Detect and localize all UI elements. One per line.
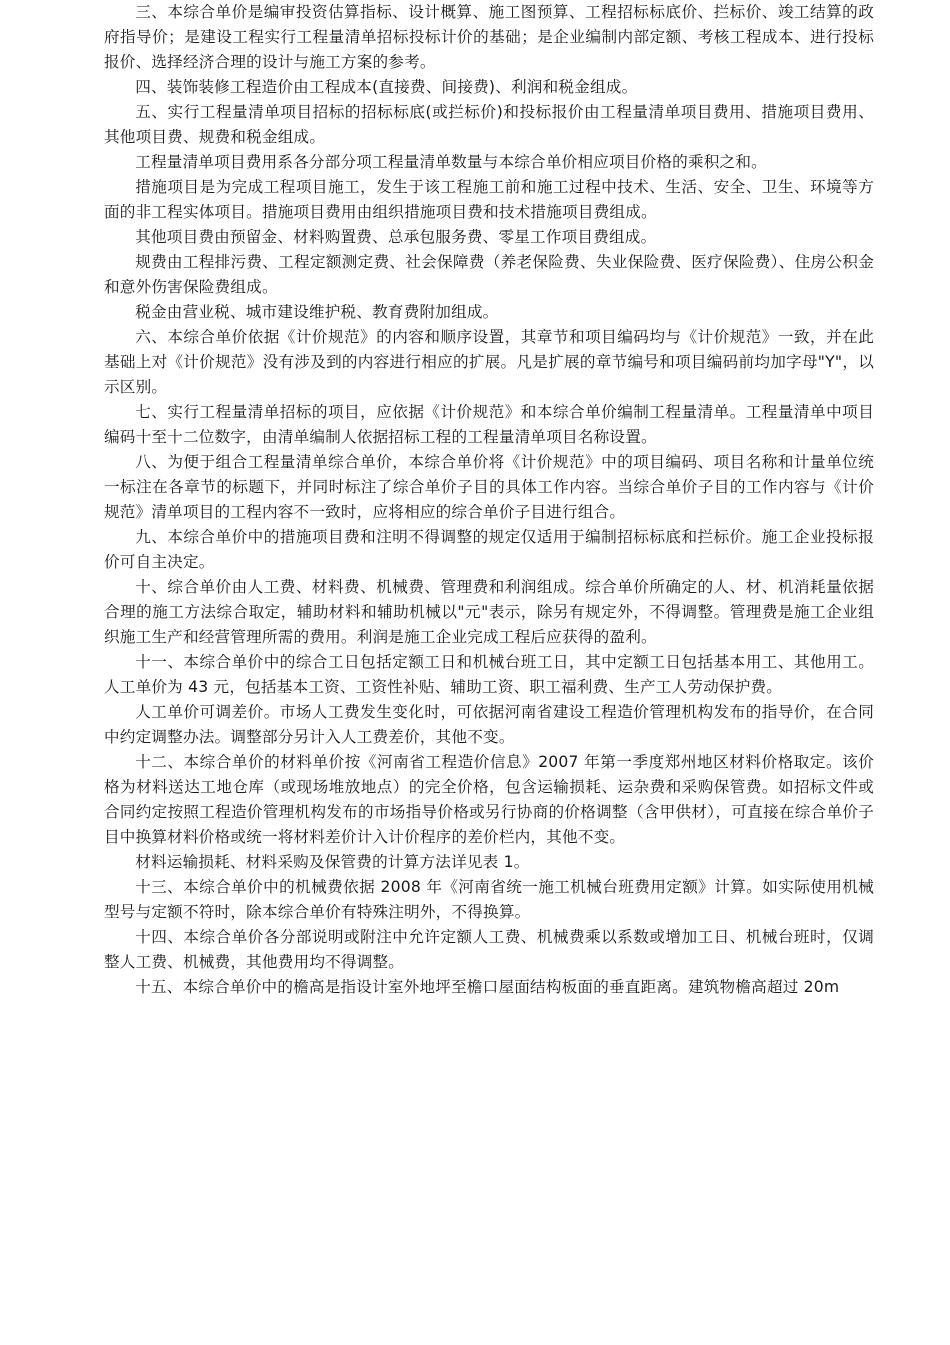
paragraph-14: 十四、本综合单价各分部说明或附注中允许定额人工费、机械费乘以系数或增加工日、机械台班时，仅调整人工费、机械费，其他费用均不得调整。	[104, 928, 874, 971]
paragraph-5-detail-4: 规费由工程排污费、工程定额测定费、社会保障费（养老保险费、失业保险费、医疗保险费）、住房公积金和意外伤害保险费组成。	[104, 253, 874, 296]
paragraph-8: 八、为便于组合工程量清单综合单价，本综合单价将《计价规范》中的项目编码、项目名称和计量单位统一标注在各章节的标题下，并同时标注了综合单价子目的具体工作内容。当综合单价子目的工作内容与《计价规范》清单项目的工程内容不一致时，应将相应的综合单价子目进行组合。	[104, 453, 874, 521]
paragraph-5-detail-5: 税金由营业税、城市建设维护税、教育费附加组成。	[135, 303, 499, 321]
paragraph-7: 七、实行工程量清单招标的项目，应依据《计价规范》和本综合单价编制工程量清单。工程量清单中项目编码十至十二位数字，由清单编制人依据招标工程的工程量清单项目名称设置。	[104, 403, 874, 446]
document-page	[104, 0, 874, 1000]
paragraph-11: 十一、本综合单价中的综合工日包括定额工日和机械台班工日，其中定额工日包括基本用工、其他用工。人工单价为 43 元，包括基本工资、工资性补贴、辅助工资、职工福利费、生产工人劳动保护费。	[104, 653, 874, 696]
paragraph-4: 四、装饰装修工程造价由工程成本(直接费、间接费)、利润和税金组成。	[135, 78, 638, 96]
paragraph-10: 十、综合单价由人工费、材料费、机械费、管理费和利润组成。综合单价所确定的人、材、机消耗量依据合理的施工方法综合取定，辅助材料和辅助机械以"元"表示，除另有规定外，不得调整。管理费是施工企业组织施工生产和经营管理所需的费用。利润是施工企业完成工程后应获得的盈利。	[104, 578, 874, 646]
paragraph-13: 十三、本综合单价中的机械费依据 2008 年《河南省统一施工机械台班费用定额》计算。如实际使用机械型号与定额不符时，除本综合单价有特殊注明外，不得换算。	[104, 878, 874, 921]
paragraph-5-detail-2: 措施项目是为完成工程项目施工，发生于该工程施工前和施工过程中技术、生活、安全、卫生、环境等方面的非工程实体项目。措施项目费用由组织措施项目费和技术措施项目费组成。	[104, 178, 874, 221]
paragraph-5: 五、实行工程量清单项目招标的招标标底(或拦标价)和投标报价由工程量清单项目费用、措施项目费用、其他项目费、规费和税金组成。	[104, 103, 874, 146]
paragraph-9: 九、本综合单价中的措施项目费和注明不得调整的规定仅适用于编制招标标底和拦标价。施工企业投标报价可自主决定。	[104, 528, 874, 571]
paragraph-5-detail-3: 其他项目费由预留金、材料购置费、总承包服务费、零星工作项目费组成。	[135, 228, 657, 246]
paragraph-3: 三、本综合单价是编审投资估算指标、设计概算、施工图预算、工程招标标底价、拦标价、竣工结算的政府指导价；是建设工程实行工程量清单招标投标计价的基础；是企业编制内部定额、考核工程成本、进行投标报价、选择经济合理的设计与施工方案的参考。	[104, 3, 874, 71]
paragraph-6: 六、本综合单价依据《计价规范》的内容和顺序设置，其章节和项目编码均与《计价规范》一致，并在此基础上对《计价规范》没有涉及到的内容进行相应的扩展。凡是扩展的章节编号和项目编码前均加字母"Y"，以示区别。	[104, 328, 874, 396]
paragraph-12-detail: 材料运输损耗、材料采购及保管费的计算方法详见表 1。	[135, 853, 530, 871]
paragraph-15: 十五、本综合单价中的檐高是指设计室外地坪至檐口屋面结构板面的垂直距离。建筑物檐高超过 20m	[135, 978, 840, 996]
paragraph-12: 十二、本综合单价的材料单价按《河南省工程造价信息》2007 年第一季度郑州地区材料价格取定。该价格为材料送达工地仓库（或现场堆放地点）的完全价格，包含运输损耗、运杂费和采购保管费。如招标文件或合同约定按照工程造价管理机构发布的市场指导价格或另行协商的价格调整（含甲供材），可直接在综合单价子目中换算材料价格或统一将材料差价计入计价程序的差价栏内，其他不变。	[104, 753, 874, 846]
paragraph-5-detail-1: 工程量清单项目费用系各分部分项工程量清单数量与本综合单价相应项目价格的乘积之和。	[135, 153, 767, 171]
paragraph-11-detail: 人工单价可调差价。市场人工费发生变化时，可依据河南省建设工程造价管理机构发布的指导价，在合同中约定调整办法。调整部分另计入人工费差价，其他不变。	[104, 703, 874, 746]
